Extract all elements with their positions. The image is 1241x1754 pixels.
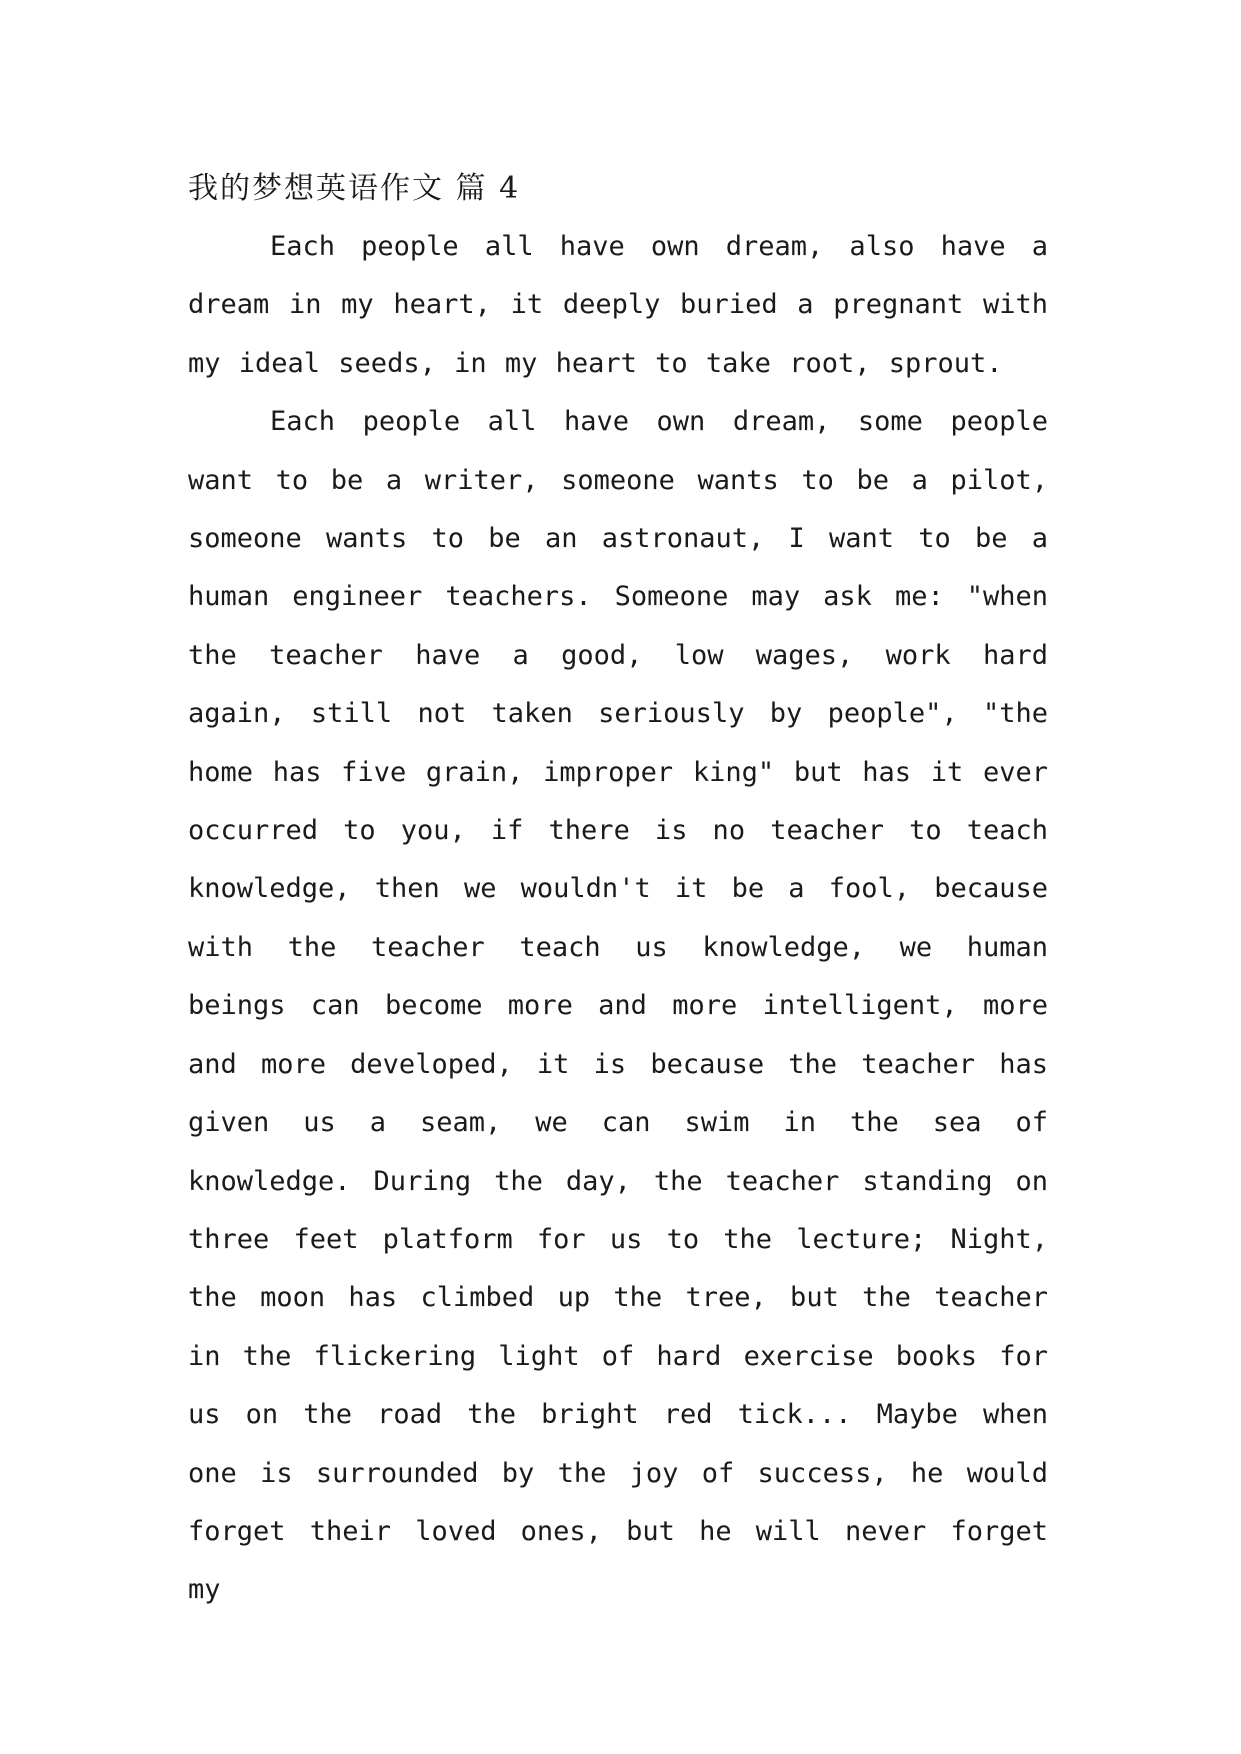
document-body — [188, 160, 1048, 1620]
paragraph-1: Each people all have own dream, also have a dream in my heart, it deeply buried a pregnant with my ideal seeds, in my heart to take root, sprout. — [188, 231, 1048, 379]
document-heading: 我的梦想英语作文 篇 4 — [188, 171, 521, 206]
paragraph-2: Each people all have own dream, some people want to be a writer, someone wants to be a pilot, someone wants to be an astronaut, I want to be a human engineer teachers. Someone may ask me: "when the teacher have a good, low wages, work hard again, still not taken seriously by people", "the home has five grain, improper king" but has it ever occurred to you, if there is no teacher to teach knowledge, then we wouldn't it be a fool, because with the teacher teach us knowledge, we human beings can become more and more intelligent, more and more developed, it is because the teacher has given us a seam, we can swim in the sea of knowledge. During the day, the teacher standing on three feet platform for us to the lecture; Night, the moon has climbed up the tree, but the teacher in the flickering light of hard exercise books for us on the road the bright red tick... Maybe when one is surrounded by the joy of success, he would forget their loved ones, but he will never forget my — [188, 406, 1048, 1606]
